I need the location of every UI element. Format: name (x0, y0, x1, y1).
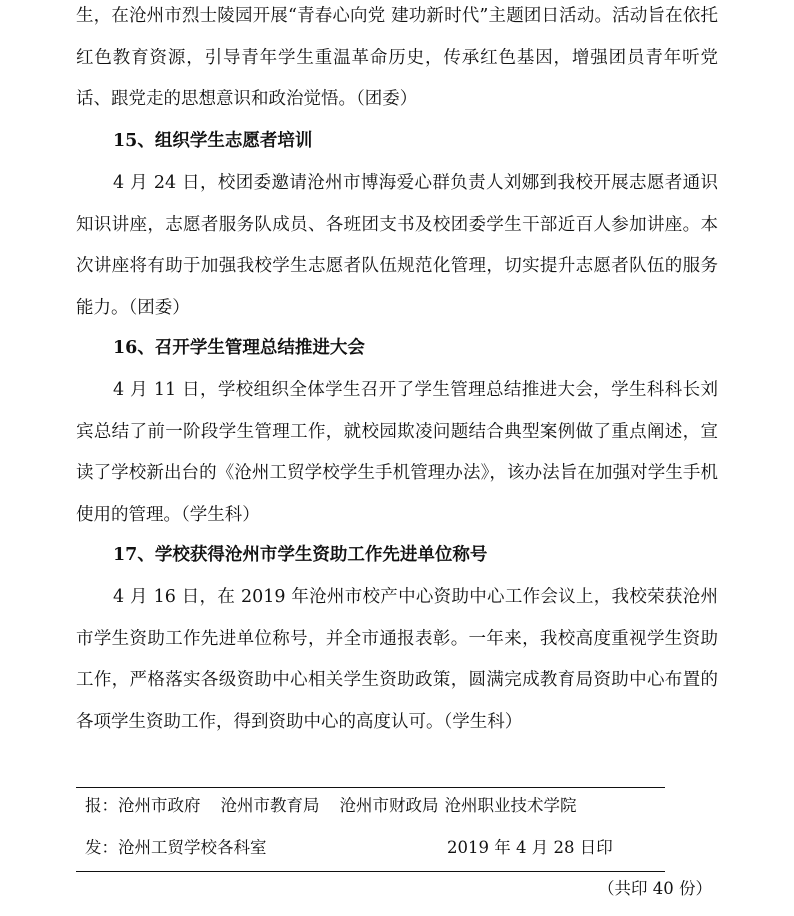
paragraph-continuation: 生，在沧州市烈士陵园开展“青春心向党 建功新时代”主题团日活动。活动旨在依托红色教育资源，引导青年学生重温革命历史，传承红色基因，增强团员青年听党话、跟党走的思想意识和政治觉悟。（团委） (76, 6, 718, 109)
print-date: 2019 年 4 月 28 日印 (447, 838, 613, 857)
footer-top-rule (76, 787, 665, 788)
print-copies: （共印 40 份） (598, 879, 712, 898)
paragraph-section-17: 4 月 16 日，在 2019 年沧州市校产中心资助中心工作会议上，我校荣获沧州市学生资助工作先进单位称号，并全市通报表彰。一年来，我校高度重视学生资助工作，严格落实各级资助中心相关学生资助政策，圆满完成教育局资助中心布置的各项学生资助工作，得到资助中心的高度认可。（学生科） (76, 587, 718, 732)
report-label: 报： (85, 796, 118, 815)
report-line (85, 794, 577, 818)
section-heading-15: 15、组织学生志愿者培训 (113, 131, 313, 151)
paragraph-section-16: 4 月 11 日，学校组织全体学生召开了学生管理总结推进大会，学生科科长刘宾总结了前一阶段学生管理工作，就校园欺凌问题结合典型案例做了重点阐述，宣读了学校新出台的《沧州工贸学校学生手机管理办法》，该办法旨在加强对学生手机使用的管理。（学生科） (76, 380, 718, 525)
section-heading-17: 17、学校获得沧州市学生资助工作先进单位称号 (113, 545, 488, 565)
report-recipient: 沧州职业技术学院 (444, 796, 577, 815)
paragraph-section-15: 4 月 24 日，校团委邀请沧州市博海爱心群负责人刘娜到我校开展志愿者通识知识讲座，志愿者服务队成员、各班团支书及校团委学生干部近百人参加讲座。本次讲座将有助于加强我校学生志愿者队伍规范化管理，切实提升志愿者队伍的服务能力。（团委） (76, 173, 718, 318)
footer-bottom-rule (76, 871, 665, 872)
send-label: 发： (85, 838, 118, 857)
report-recipient: 沧州市教育局 (220, 796, 320, 815)
send-line (85, 836, 267, 860)
section-heading-16: 16、召开学生管理总结推进大会 (113, 338, 365, 358)
report-recipient: 沧州市财政局 (339, 796, 439, 815)
report-recipient: 沧州市政府 (118, 796, 201, 815)
send-recipient: 沧州工贸学校各科室 (118, 838, 267, 857)
